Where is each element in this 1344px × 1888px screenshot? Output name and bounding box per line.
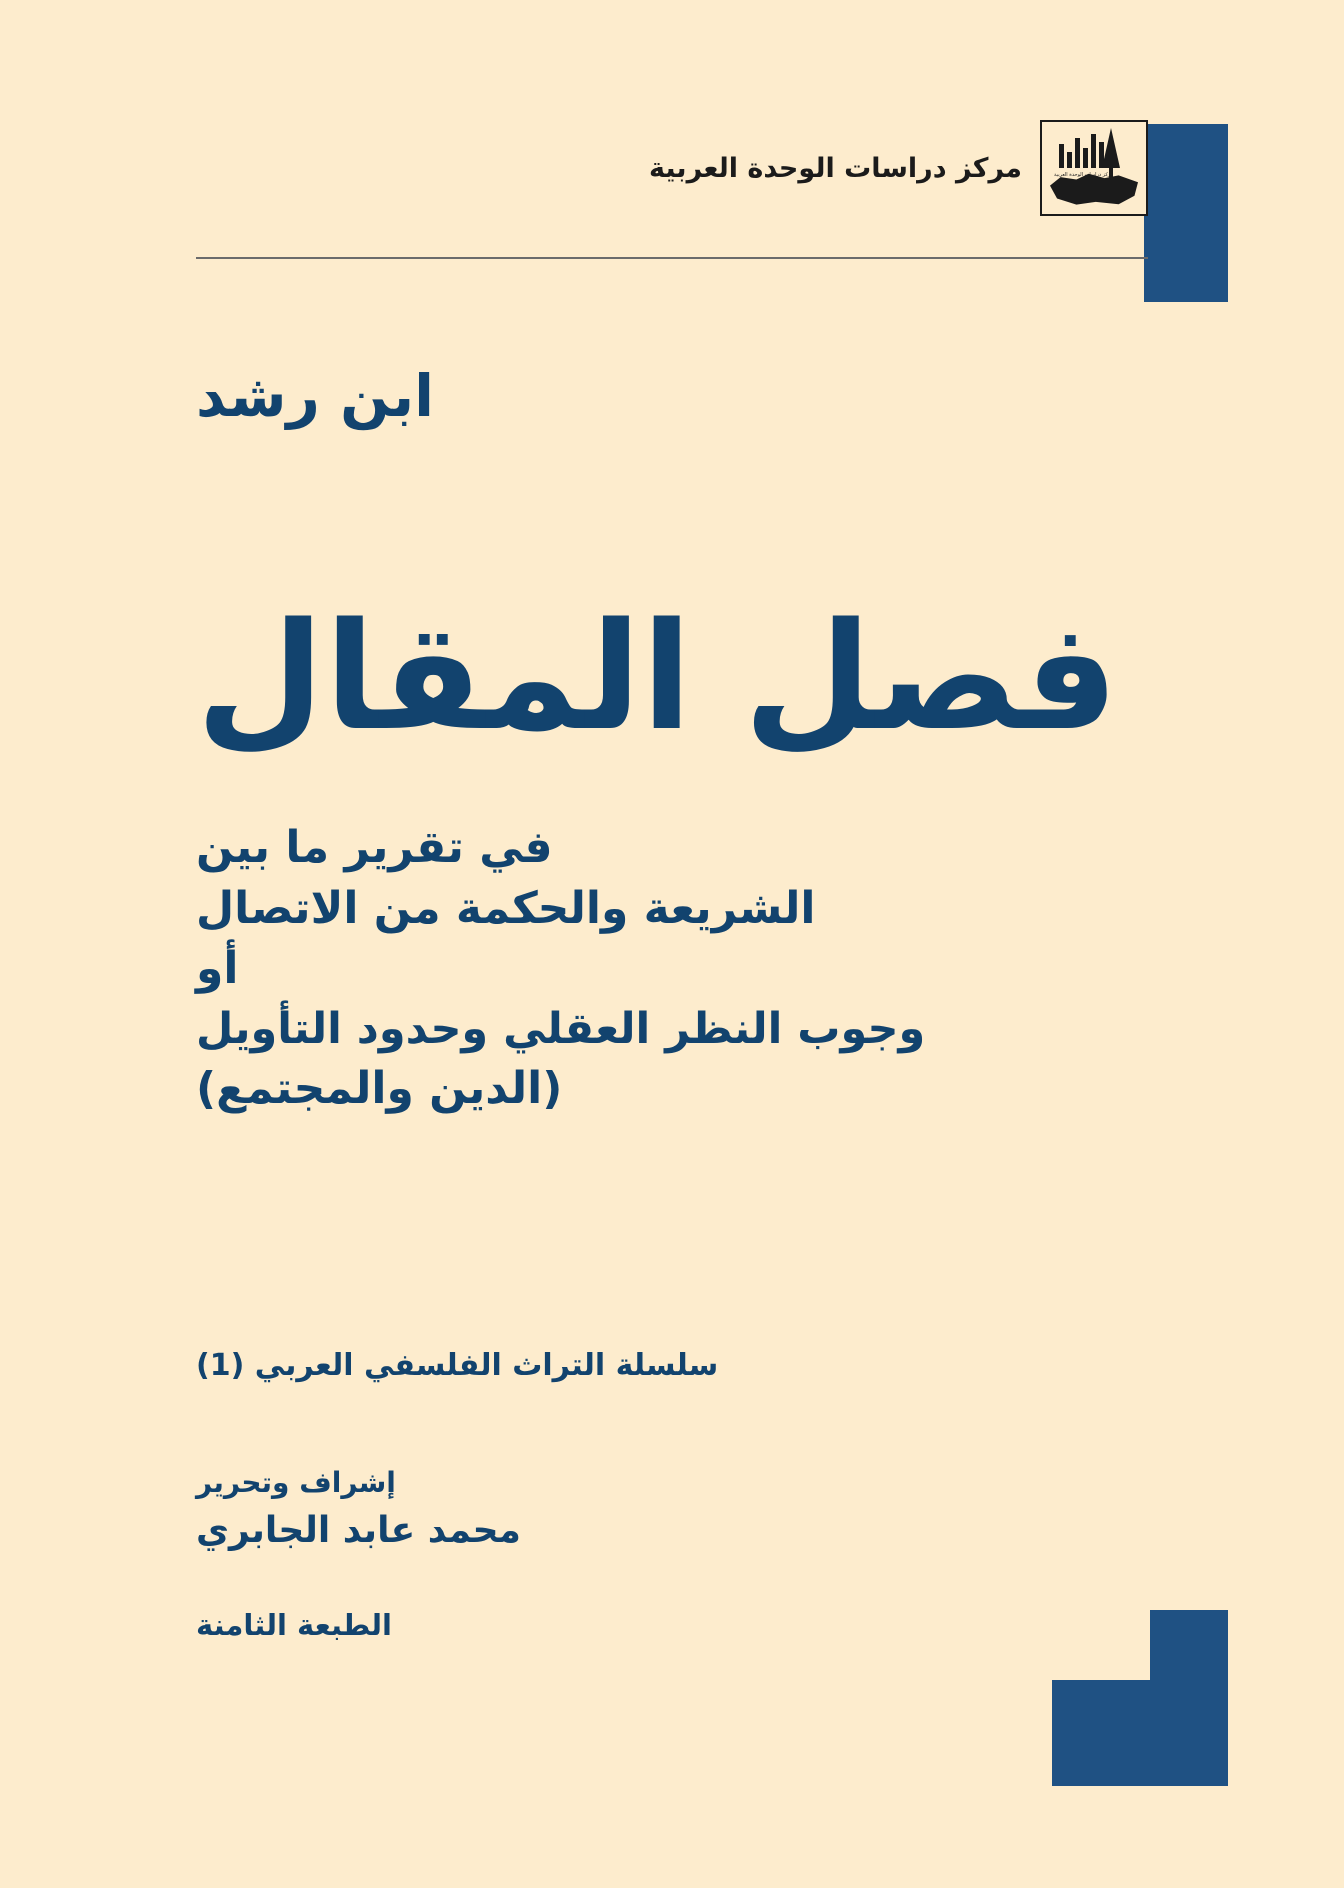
editor-block <box>196 1462 1148 1558</box>
editor-role: إشراف وتحرير <box>196 1466 396 1499</box>
subtitle-line: (الدين والمجتمع) <box>196 1063 563 1115</box>
logo-bars-icon <box>1056 132 1104 168</box>
corner-block-bottom-b <box>1052 1680 1228 1786</box>
editor-name: محمد عابد الجابري <box>196 1510 521 1551</box>
subtitle-line: وجوب النظر العقلي وحدود التأويل <box>196 1004 926 1055</box>
edition-label: الطبعة الثامنة <box>196 1608 392 1642</box>
series-label: سلسلة التراث الفلسفي العربي (1) <box>196 1348 719 1383</box>
publisher-name: مركز دراسات الوحدة العربية <box>649 152 1022 184</box>
book-title: فصل المقال <box>196 591 1119 763</box>
publisher-header <box>196 112 1148 224</box>
subtitle-line: في تقرير ما بين <box>196 822 553 873</box>
subtitle-line: الشريعة والحكمة من الاتصال <box>196 882 816 934</box>
header-divider <box>196 257 1148 259</box>
author-name: ابن رشد <box>196 362 434 430</box>
logo-pen-nib-icon <box>1102 128 1120 168</box>
corner-block-top-b <box>1144 184 1228 302</box>
book-subtitle <box>196 818 1148 1120</box>
publisher-logo-icon <box>1040 120 1148 216</box>
subtitle-line: أو <box>196 943 239 995</box>
logo-micro-caption: مركز دراسات الوحدة العربية <box>1054 172 1114 178</box>
corner-block-bottom-a <box>1150 1610 1228 1680</box>
